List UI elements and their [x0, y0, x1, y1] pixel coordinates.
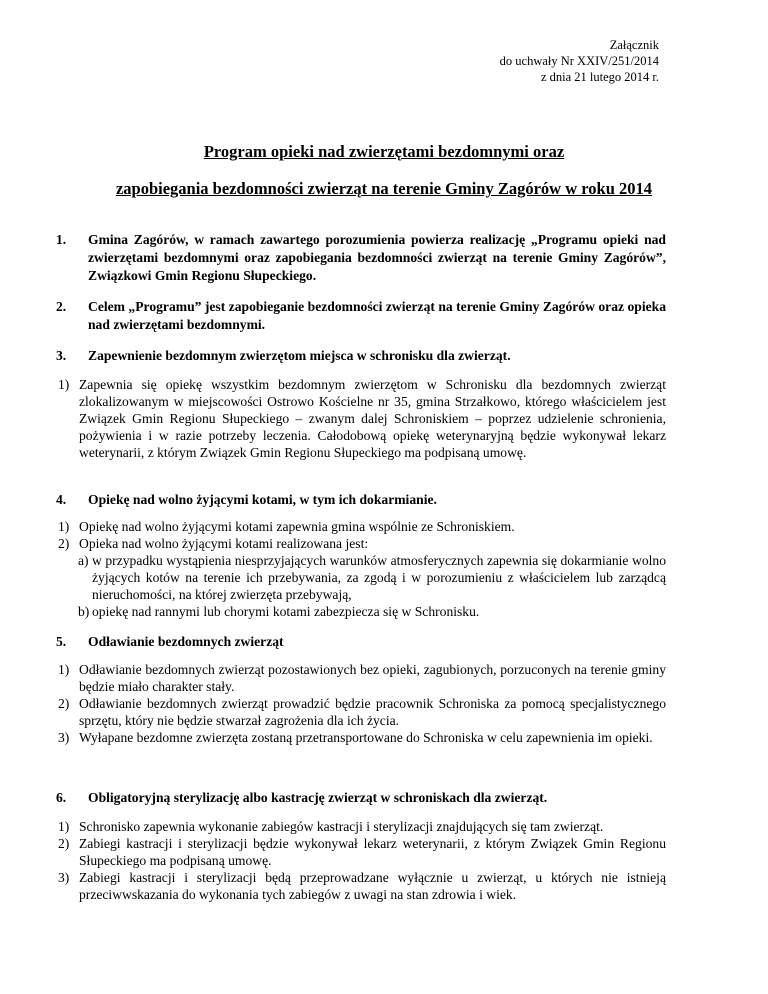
section-number: 6.: [56, 790, 67, 805]
section-4: [56, 491, 666, 509]
document-title-line-2: zapobiegania bezdomności zwierząt na terenie Gminy Zagórów w roku 2014: [115, 179, 653, 198]
section-2: [56, 298, 666, 334]
sub-list-item: [56, 552, 666, 603]
section-6-list: [56, 818, 666, 903]
section-6: [56, 789, 666, 807]
section-number: 3.: [56, 348, 67, 363]
list-marker: 1): [58, 662, 70, 677]
section-heading: Celem „Programu” jest zapobieganie bezdomności zwierząt na terenie Gminy Zagórów oraz opieka nad zwierzętami bezdomnymi.: [88, 299, 666, 332]
list-item: [56, 376, 666, 461]
section-number: 4.: [56, 492, 67, 507]
list-item: [56, 518, 666, 535]
list-item: [56, 835, 666, 869]
annex-header: [500, 37, 659, 85]
list-item: [56, 729, 666, 746]
annex-resolution: do uchwały Nr XXIV/251/2014: [499, 54, 659, 68]
list-item-text: Schronisko zapewnia wykonanie zabiegów kastracji i sterylizacji znajdujących się tam zwierząt.: [79, 819, 604, 834]
list-marker: 2): [58, 696, 70, 711]
list-marker: 1): [58, 819, 70, 834]
list-item-text: Odławianie bezdomnych zwierząt pozostawionych bez opieki, zagubionych, porzuconych na terenie gminy będzie miało charakter stały.: [79, 662, 666, 694]
sub-list-marker: a): [78, 553, 89, 568]
section-1: [56, 231, 666, 285]
list-item-text: Odławianie bezdomnych zwierząt prowadzić będzie pracownik Schroniska za pomocą specjalistycznego sprzętu, który nie będzie stwarzał zagrożenia dla ich życia.: [79, 696, 666, 728]
list-item-text: Zabiegi kastracji i sterylizacji będą przeprowadzane wyłącznie u zwierząt, u których nie istnieją przeciwwskazania do wykonania tych zabiegów z uwagi na stan zdrowia i wiek.: [79, 870, 666, 902]
list-item-text: Opieka nad wolno żyjącymi kotami realizowana jest:: [79, 536, 369, 551]
list-item-text: Zabiegi kastracji i sterylizacji będzie wykonywał lekarz weterynarii, z którym Związek Gmin Regionu Słupeckiego ma podpisaną umowę.: [79, 836, 666, 868]
list-item: [56, 869, 666, 903]
annex-date: z dnia 21 lutego 2014 r.: [540, 70, 659, 84]
section-heading: Opiekę nad wolno żyjącymi kotami, w tym ich dokarmianie.: [88, 492, 437, 507]
list-marker: 1): [58, 377, 70, 392]
section-number: 5.: [56, 634, 67, 649]
list-item: [56, 695, 666, 729]
list-item-text: Zapewnia się opiekę wszystkim bezdomnym zwierzętom w Schronisku dla bezdomnych zwierząt zlokalizowanym w miejscowości Ostrowo Kościelne nr 35, gmina Strzałkowo, którego właścicielem jest Związek Gmin Regionu Słupeckiego – zwanym dalej Schroniskiem – poprzez udzielenie schronienia, pożywienia i w razie potrzeby leczenia. Całodobową opiekę weterynaryjną będzie wykonywał lekarz weterynarii, z którym Związek Gmin Regionu Słupeckiego ma podpisaną umowę.: [79, 377, 666, 460]
section-3: [56, 347, 666, 365]
list-item-text: Wyłapane bezdomne zwierzęta zostaną przetransportowane do Schroniska w celu zapewnienia im opieki.: [79, 730, 653, 745]
sub-list-item-text: opiekę nad rannymi lub chorymi kotami zabezpiecza się w Schronisku.: [92, 604, 480, 619]
document-title-line-1: Program opieki nad zwierzętami bezdomnymi oraz: [203, 142, 565, 161]
section-heading: Gmina Zagórów, w ramach zawartego porozumienia powierza realizację „Programu opieki nad zwierzętami bezdomnymi oraz zapobiegania bezdomności zwierząt na terenie Gminy Zagórów”, Związkowi Gmin Regionu Słupeckiego.: [88, 232, 666, 283]
section-number: 1.: [56, 232, 67, 247]
section-5: [56, 633, 666, 651]
list-item: [56, 535, 666, 552]
section-heading: Odławianie bezdomnych zwierząt: [88, 634, 284, 649]
section-3-list: [56, 376, 666, 461]
list-item: [56, 818, 666, 835]
sub-list-item: [56, 603, 666, 620]
list-marker: 1): [58, 519, 70, 534]
sub-list-marker: b): [78, 604, 90, 619]
section-4-list: [56, 518, 666, 620]
section-number: 2.: [56, 299, 67, 314]
list-marker: 3): [58, 730, 70, 745]
list-marker: 2): [58, 836, 70, 851]
list-marker: 2): [58, 536, 70, 551]
annex-label: Załącznik: [609, 38, 659, 52]
section-heading: Zapewnienie bezdomnym zwierzętom miejsca w schronisku dla zwierząt.: [88, 348, 511, 363]
sub-list-item-text: w przypadku wystąpienia niesprzyjających warunków atmosferycznych zapewnia się dokarmianie wolno żyjących kotów na terenie ich przebywania, za zgodą i w porozumieniu z właścicielem lub zarządcą nieruchomości, na której zwierzęta przebywają,: [92, 553, 666, 602]
list-item: [56, 661, 666, 695]
section-5-list: [56, 661, 666, 746]
list-marker: 3): [58, 870, 70, 885]
list-item-text: Opiekę nad wolno żyjącymi kotami zapewnia gmina wspólnie ze Schroniskiem.: [79, 519, 515, 534]
section-heading: Obligatoryjną sterylizację albo kastrację zwierząt w schroniskach dla zwierząt.: [88, 790, 548, 805]
